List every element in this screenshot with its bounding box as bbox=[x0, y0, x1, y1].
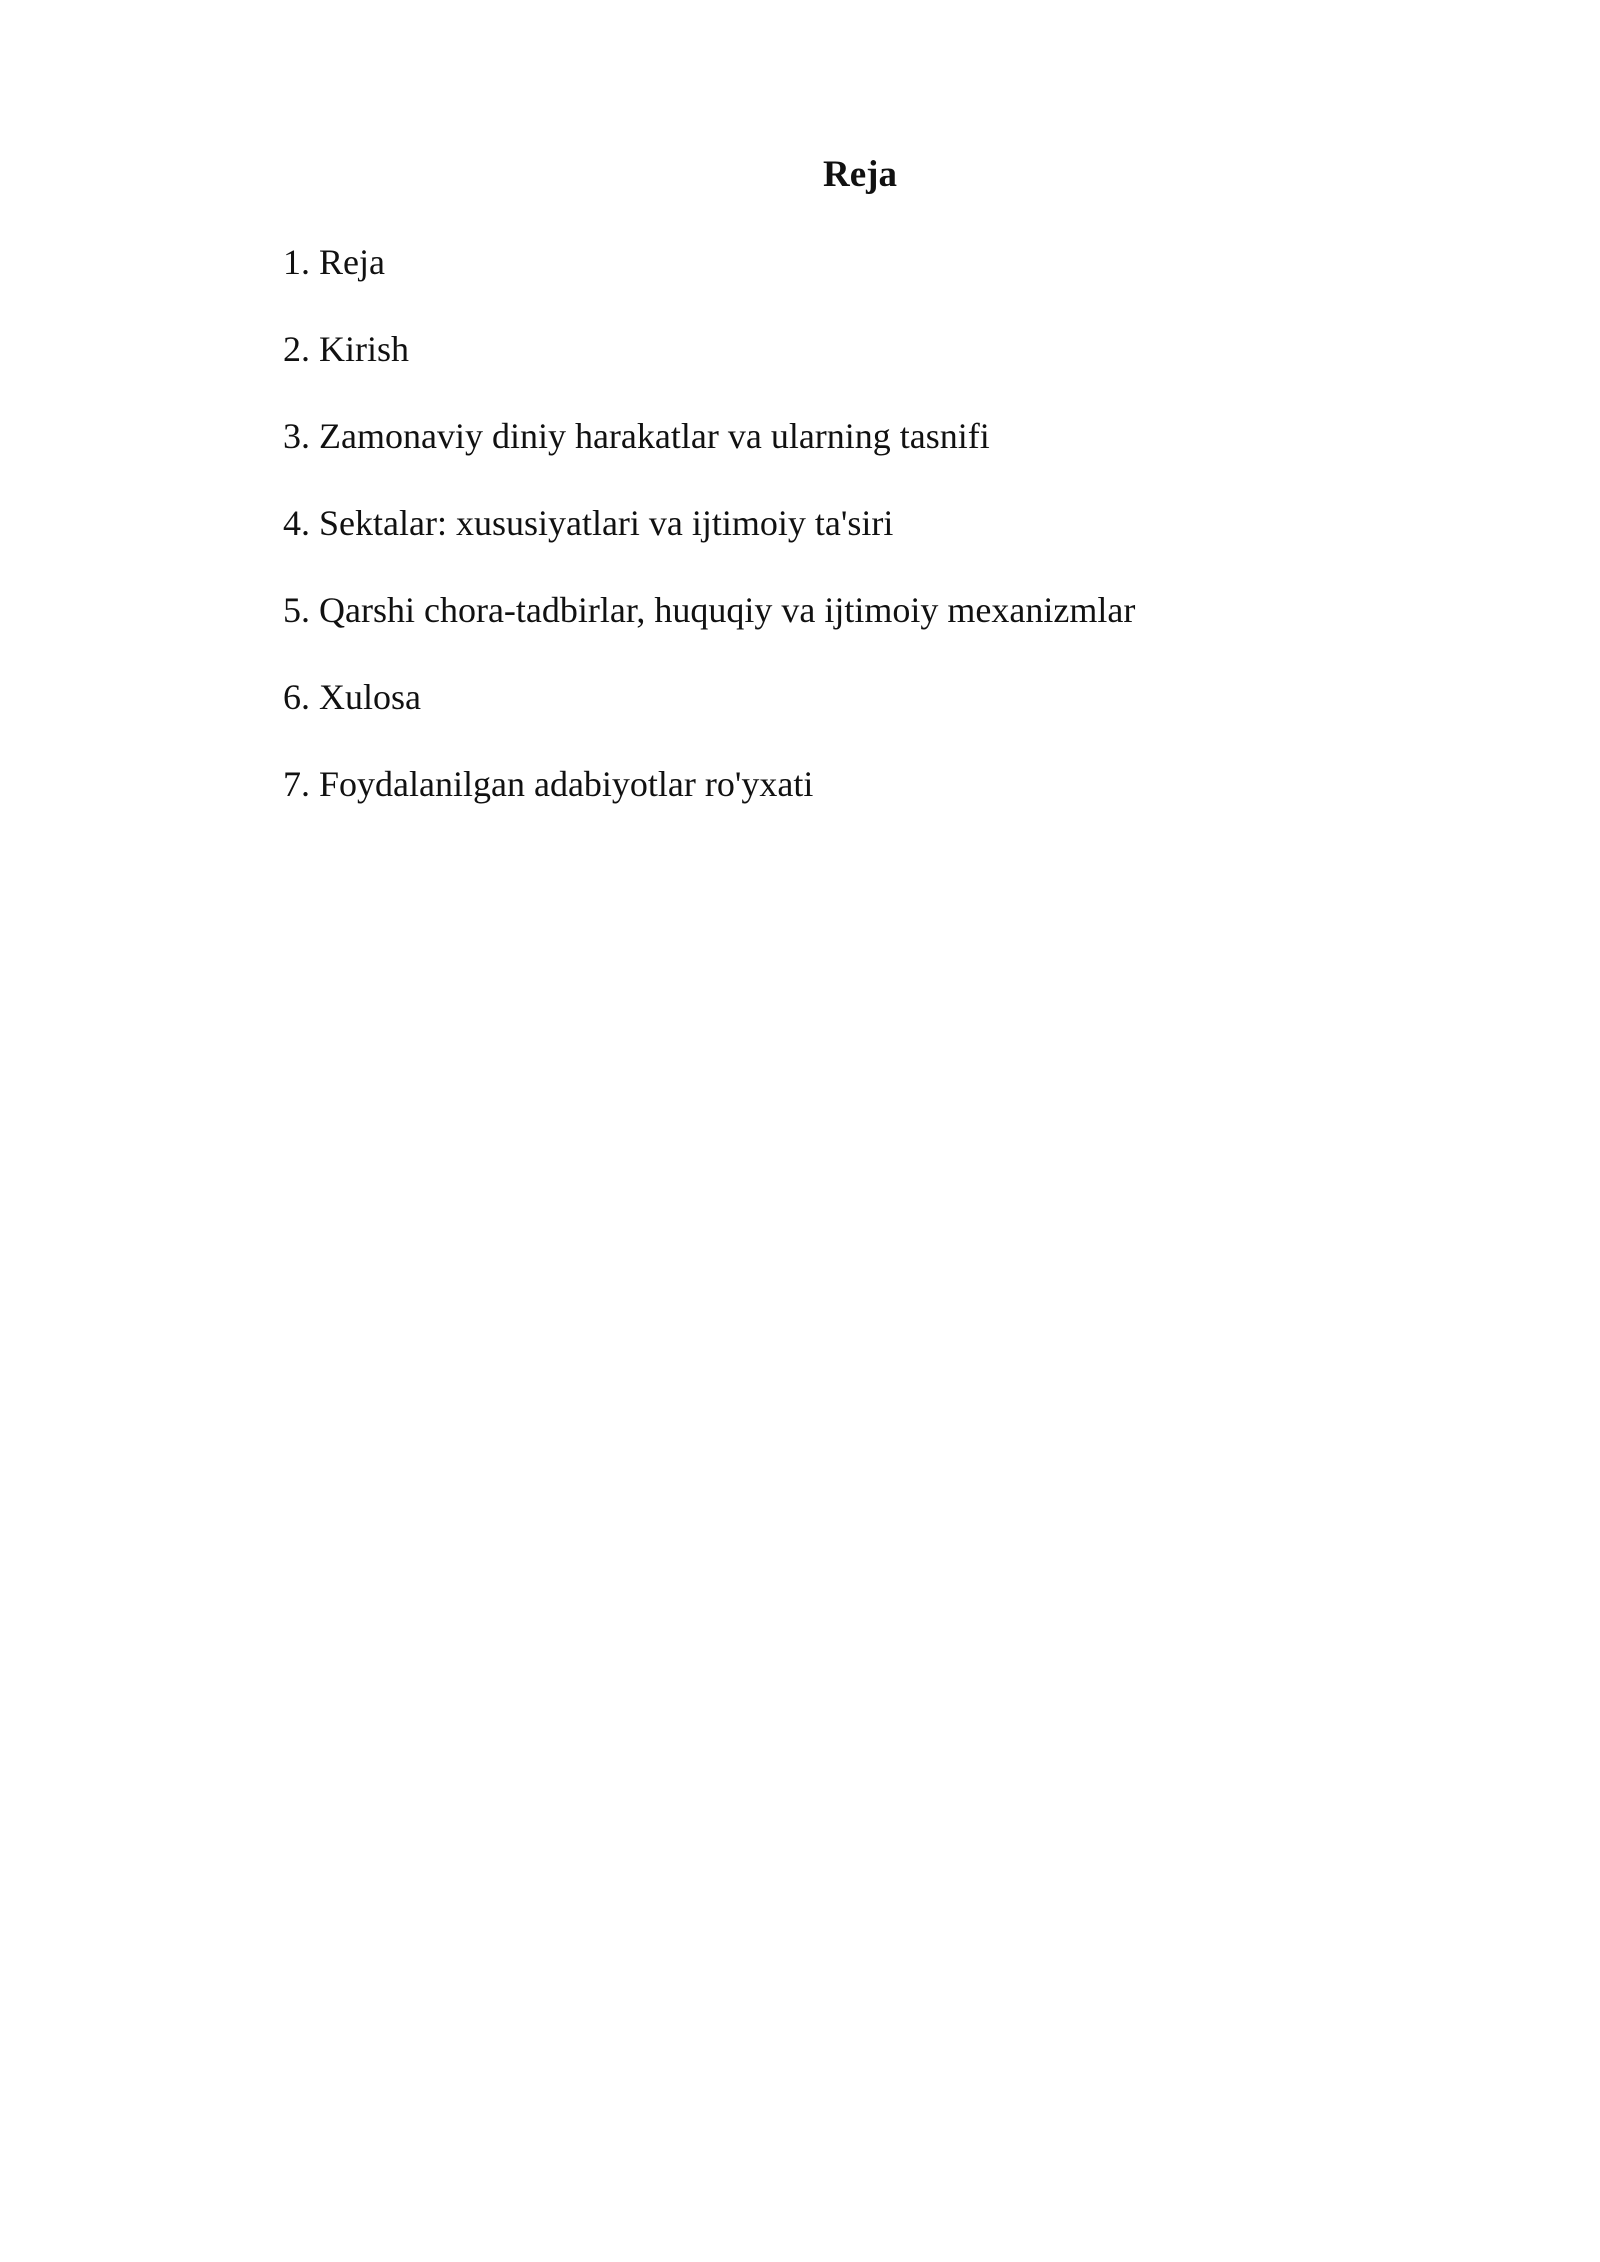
plan-item-1: 1. Reja bbox=[283, 242, 385, 282]
plan-item-4: 4. Sektalar: xususiyatlari va ijtimoiy ta'siri bbox=[283, 503, 894, 543]
plan-item-6: 6. Xulosa bbox=[283, 677, 421, 717]
plan-item-2: 2. Kirish bbox=[283, 329, 409, 369]
plan-list bbox=[283, 237, 1135, 809]
plan-item-7: 7. Foydalanilgan adabiyotlar ro'yxati bbox=[283, 764, 814, 804]
plan-item-5: 5. Qarshi chora-tadbirlar, huquqiy va ijtimoiy mexanizmlar bbox=[283, 590, 1136, 630]
plan-item-3: 3. Zamonaviy diniy harakatlar va ularning tasnifi bbox=[283, 416, 990, 456]
page-title: Reja bbox=[823, 154, 897, 195]
